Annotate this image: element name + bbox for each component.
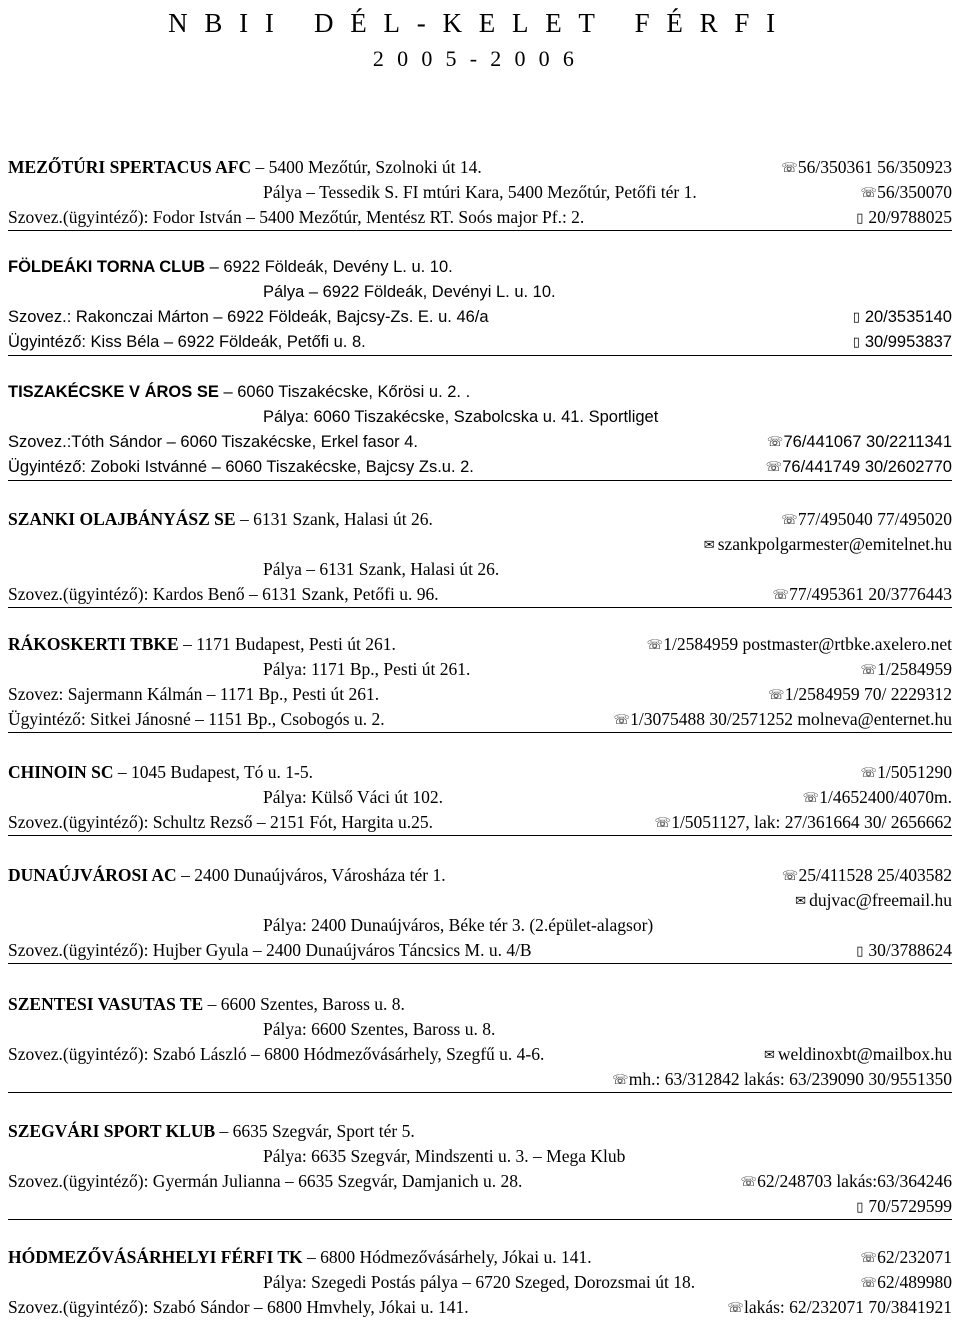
club-block [8, 507, 952, 608]
venue-row [8, 1144, 952, 1169]
club-contact: 56/350361 56/350923 [797, 157, 952, 177]
officer-text: Szovez.(ügyintéző): Hujber Gyula – 2400 Dunaújváros Táncsics M. u. 4/B [8, 940, 532, 960]
officer-text: Szovez: Sajermann Kálmán – 1171 Bp., Pesti út 261. [8, 684, 380, 704]
officer-row [8, 938, 952, 964]
club-header-row [8, 760, 952, 785]
officer-row [8, 682, 952, 707]
phone-icon: ☏ [612, 1073, 629, 1088]
admin-text: Ügyintéző: Kiss Béla – 6922 Földeák, Petőfi u. 8. [8, 333, 366, 351]
club-block [8, 155, 952, 231]
phone-icon: ☏ [781, 161, 798, 176]
venue-contact: 1/4652400/4070m. [819, 787, 952, 807]
email-icon: ✉ [763, 1048, 775, 1063]
phone-icon: ☏ [860, 766, 877, 781]
club-name: FÖLDEÁKI TORNA CLUB [8, 258, 206, 276]
officer-contact: 30/3788624 [868, 940, 952, 960]
officer-text: Szovez.: Rakonczai Márton – 6922 Földeák, Bajcsy-Zs. E. u. 46/a [8, 308, 489, 326]
phone-icon: ☏ [860, 1276, 877, 1291]
club-address: – 5400 Mezőtúr, Szolnoki út 14. [255, 157, 482, 177]
club-name: CHINOIN SC [8, 762, 114, 782]
venue-contact: 62/489980 [877, 1272, 952, 1292]
mobile-icon: ▯ [852, 310, 860, 325]
admin-row [8, 707, 952, 733]
phone-icon: ☏ [860, 663, 877, 678]
officer-row [8, 1042, 952, 1067]
venue-text: Pálya – Tessedik S. FI mtúri Kara, 5400 Mezőtúr, Petőfi tér 1. [263, 182, 697, 202]
officer-text: Szovez.(ügyintéző): Szabó László – 6800 Hódmezővásárhely, Szegfű u. 4-6. [8, 1044, 545, 1064]
email-icon: ✉ [703, 538, 715, 553]
club-address: – 6800 Hódmezővásárhely, Jókai u. 141. [307, 1247, 592, 1267]
club-header-row [8, 632, 952, 657]
phone-icon: ☏ [740, 1175, 757, 1190]
phone-icon: ☏ [781, 869, 799, 884]
officer-contact: weldinoxbt@mailbox.hu [777, 1044, 952, 1064]
club-contact: 1/2584959 postmaster@rtbke.axelero.net [663, 634, 952, 654]
extra-contact-row [8, 1067, 952, 1093]
venue-text: Pálya: 6060 Tiszakécske, Szabolcska u. 41. Sportliget [263, 408, 659, 426]
officer-text: Szovez.(ügyintéző): Schultz Rezső – 2151 Fót, Hargita u.25. [8, 812, 433, 832]
season: 2005-2006 [372, 46, 588, 71]
email-row [8, 532, 952, 557]
phone-icon: ☏ [772, 588, 789, 603]
venue-text: Pálya: 2400 Dunaújváros, Béke tér 3. (2.épület-alagsor) [263, 915, 654, 935]
venue-row [8, 785, 952, 810]
officer-text: Szovez.(ügyintéző): Gyermán Julianna – 6635 Szegvár, Damjanich u. 28. [8, 1171, 523, 1191]
admin-contact: 30/9953837 [864, 333, 952, 351]
phone-icon: ☏ [654, 816, 671, 831]
club-email: dujvac@freemail.hu [809, 890, 952, 910]
officer-row [8, 810, 952, 836]
club-header-row [8, 1119, 952, 1144]
email-row [8, 888, 952, 913]
officer-contact: 77/495361 20/3776443 [789, 584, 952, 604]
venue-row [8, 180, 952, 205]
club-header-row [8, 380, 952, 405]
mobile-icon: ▯ [856, 1200, 864, 1215]
venue-contact: 1/2584959 [877, 659, 952, 679]
venue-row [8, 1017, 952, 1042]
venue-text: Pálya – 6131 Szank, Halasi út 26. [263, 559, 500, 579]
admin-text: Ügyintéző: Zoboki Istvánné – 6060 Tiszakécske, Bajcsy Zs.u. 2. [8, 458, 474, 476]
venue-row [8, 405, 952, 430]
club-address: – 6922 Földeák, Devény L. u. 10. [209, 258, 453, 276]
phone-icon: ☏ [768, 688, 785, 703]
club-header-row [8, 255, 952, 280]
phone-icon: ☏ [727, 1301, 744, 1316]
club-name: SZANKI OLAJBÁNYÁSZ SE [8, 509, 236, 529]
venue-contact: 56/350070 [877, 182, 952, 202]
venue-row [8, 557, 952, 582]
extra-contact: 70/5729599 [868, 1196, 952, 1216]
venue-text: Pálya: Szegedi Postás pálya – 6720 Szeged, Dorozsmai út 18. [263, 1272, 696, 1292]
officer-row [8, 305, 952, 330]
venue-text: Pálya: 6635 Szegvár, Mindszenti u. 3. – Mega Klub [263, 1146, 626, 1166]
officer-row [8, 582, 952, 608]
phone-icon: ☏ [613, 713, 630, 728]
club-address: – 6131 Szank, Halasi út 26. [239, 509, 433, 529]
club-name: SZENTESI VASUTAS TE [8, 994, 204, 1014]
phone-icon: ☏ [860, 186, 877, 201]
club-block [8, 992, 952, 1093]
admin-text: Ügyintéző: Sitkei Jánosné – 1151 Bp., Csobogós u. 2. [8, 709, 385, 729]
club-name: TISZAKÉCSKE V ÁROS SE [8, 383, 219, 401]
officer-contact: lakás: 62/232071 70/3841921 [743, 1297, 952, 1317]
officer-text: Szovez.(ügyintéző): Fodor István – 5400 Mezőtúr, Mentész RT. Soós major Pf.: 2. [8, 207, 585, 227]
club-block [8, 863, 952, 964]
officer-contact: 20/3535140 [864, 308, 952, 326]
club-name: RÁKOSKERTI TBKE [8, 634, 179, 654]
club-block [8, 255, 952, 356]
venue-row [8, 280, 952, 305]
email-icon: ✉ [795, 894, 807, 909]
club-name: MEZŐTÚRI SPERTACUS AFC [8, 157, 252, 177]
phone-icon: ☏ [802, 791, 819, 806]
venue-row [8, 657, 952, 682]
club-block [8, 760, 952, 836]
venue-row [8, 913, 952, 938]
officer-contact: 1/5051127, lak: 27/361664 30/ 2656662 [671, 812, 952, 832]
venue-text: Pálya: Külső Váci út 102. [263, 787, 444, 807]
club-block [8, 632, 952, 733]
club-block [8, 1245, 952, 1320]
officer-row [8, 205, 952, 231]
page-title: NBII DÉL-KELET FÉRFI [168, 8, 792, 38]
club-address: – 1045 Budapest, Tó u. 1-5. [117, 762, 313, 782]
extra-contact-row [8, 1194, 952, 1220]
club-contact: 77/495040 77/495020 [797, 509, 952, 529]
club-address: – 2400 Dunaújváros, Városháza tér 1. [181, 865, 446, 885]
venue-text: Pálya – 6922 Földeák, Devényi L. u. 10. [263, 283, 556, 301]
club-header-row [8, 155, 952, 180]
club-address: – 6600 Szentes, Baross u. 8. [207, 994, 405, 1014]
phone-icon: ☏ [781, 513, 798, 528]
officer-contact: 20/9788025 [868, 207, 952, 227]
admin-row [8, 330, 952, 356]
admin-contact: 76/441749 30/2602770 [782, 458, 952, 476]
club-address: – 6635 Szegvár, Sport tér 5. [219, 1121, 415, 1141]
phone-icon: ☏ [766, 435, 784, 450]
club-header-row [8, 863, 952, 888]
club-contact: 1/5051290 [877, 762, 952, 782]
venue-text: Pálya: 1171 Bp., Pesti út 261. [263, 659, 471, 679]
club-name: SZEGVÁRI SPORT KLUB [8, 1121, 216, 1141]
club-name: DUNAÚJVÁROSI AC [8, 865, 177, 885]
club-header-row [8, 1245, 952, 1270]
officer-contact: 1/2584959 70/ 2229312 [784, 684, 952, 704]
officer-text: Szovez.:Tóth Sándor – 6060 Tiszakécske, Erkel fasor 4. [8, 433, 418, 451]
officer-text: Szovez.(ügyintéző): Kardos Benő – 6131 Szank, Petőfi u. 96. [8, 584, 439, 604]
club-block [8, 1119, 952, 1220]
phone-icon: ☏ [765, 460, 782, 475]
club-address: – 1171 Budapest, Pesti út 261. [183, 634, 396, 654]
mobile-icon: ▯ [856, 944, 864, 959]
admin-contact: 1/3075488 30/2571252 molneva@enternet.hu [630, 709, 952, 729]
club-contact: 25/411528 25/403582 [798, 865, 952, 885]
officer-row [8, 1169, 952, 1194]
admin-row [8, 455, 952, 481]
club-contact: 62/232071 [877, 1247, 952, 1267]
club-address: – 6060 Tiszakécske, Kőrösi u. 2. . [223, 383, 471, 401]
phone-icon: ☏ [860, 1251, 877, 1266]
club-block [8, 380, 952, 481]
mobile-icon: ▯ [856, 211, 864, 226]
officer-contact: 62/248703 lakás:63/364246 [757, 1171, 952, 1191]
officer-contact: 76/441067 30/2211341 [783, 433, 952, 451]
phone-icon: ☏ [646, 638, 663, 653]
venue-row [8, 1270, 952, 1295]
club-email: szankpolgarmester@emitelnet.hu [717, 534, 952, 554]
officer-text: Szovez.(ügyintéző): Szabó Sándor – 6800 Hmvhely, Jókai u. 141. [8, 1297, 469, 1317]
venue-text: Pálya: 6600 Szentes, Baross u. 8. [263, 1019, 496, 1039]
club-header-row [8, 992, 952, 1017]
officer-row [8, 430, 952, 455]
club-header-row [8, 507, 952, 532]
officer-row [8, 1295, 952, 1320]
club-name: HÓDMEZŐVÁSÁRHELYI FÉRFI TK [8, 1247, 303, 1267]
extra-contact: mh.: 63/312842 lakás: 63/239090 30/9551350 [628, 1069, 952, 1089]
mobile-icon: ▯ [852, 335, 860, 350]
